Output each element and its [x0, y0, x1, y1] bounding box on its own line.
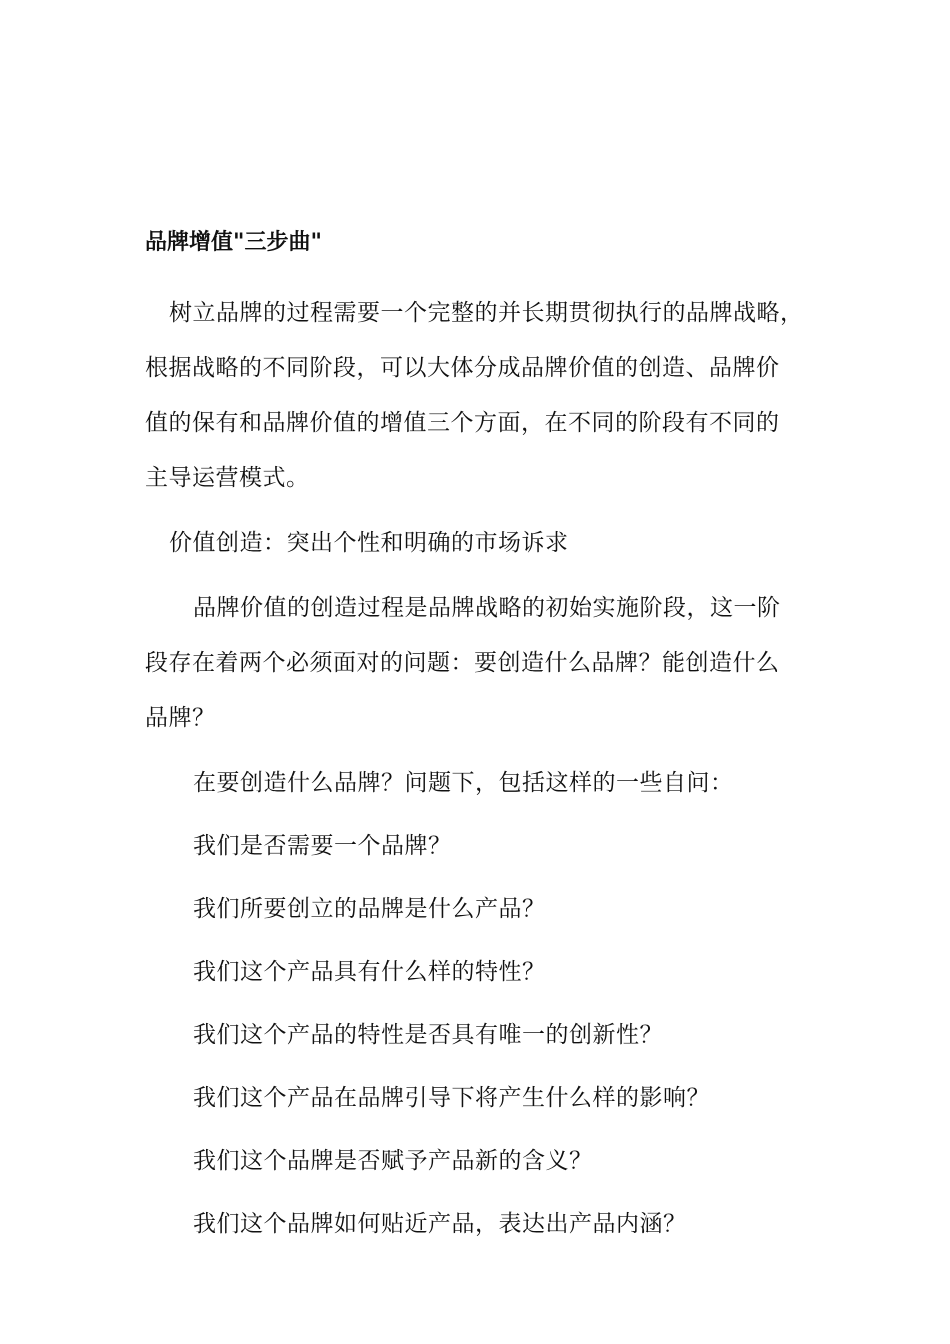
question-item: 我们这个产品具有什么样的特性？ — [193, 959, 546, 985]
paragraph-line: 品牌价值的创造过程是品牌战略的初始实施阶段，这一阶 — [193, 595, 781, 621]
paragraph-line: 主导运营模式。 — [145, 465, 310, 491]
intro-paragraph — [145, 286, 810, 506]
paragraph-line: 段存在着两个必须面对的问题：要创造什么品牌？能创造什么 — [145, 650, 780, 676]
question-intro: 在要创造什么品牌？问题下，包括这样的一些自问： — [193, 770, 734, 796]
section-heading — [145, 516, 810, 571]
document-title: 品牌增值"三步曲" — [145, 230, 322, 255]
question-item: 我们这个品牌是否赋予产品新的含义？ — [193, 1148, 593, 1174]
paragraph-line: 值的保有和品牌价值的增值三个方面，在不同的阶段有不同的 — [145, 410, 780, 436]
document-body — [145, 226, 810, 1260]
creation-paragraph — [145, 581, 810, 746]
question-item: 我们这个品牌如何贴近产品，表达出产品内涵？ — [193, 1211, 687, 1237]
question-item: 我们所要创立的品牌是什么产品？ — [193, 896, 546, 922]
paragraph-line: 根据战略的不同阶段，可以大体分成品牌价值的创造、品牌价 — [145, 355, 780, 381]
paragraph-line: 树立品牌的过程需要一个完整的并长期贯彻执行的品牌战略， — [169, 300, 804, 326]
section-heading-text: 价值创造：突出个性和明确的市场诉求 — [169, 530, 569, 556]
question-item: 我们这个产品的特性是否具有唯一的创新性？ — [193, 1022, 663, 1048]
question-item: 我们这个产品在品牌引导下将产生什么样的影响？ — [193, 1085, 710, 1111]
question-item: 我们是否需要一个品牌？ — [193, 833, 452, 859]
paragraph-line: 品牌？ — [145, 705, 216, 731]
